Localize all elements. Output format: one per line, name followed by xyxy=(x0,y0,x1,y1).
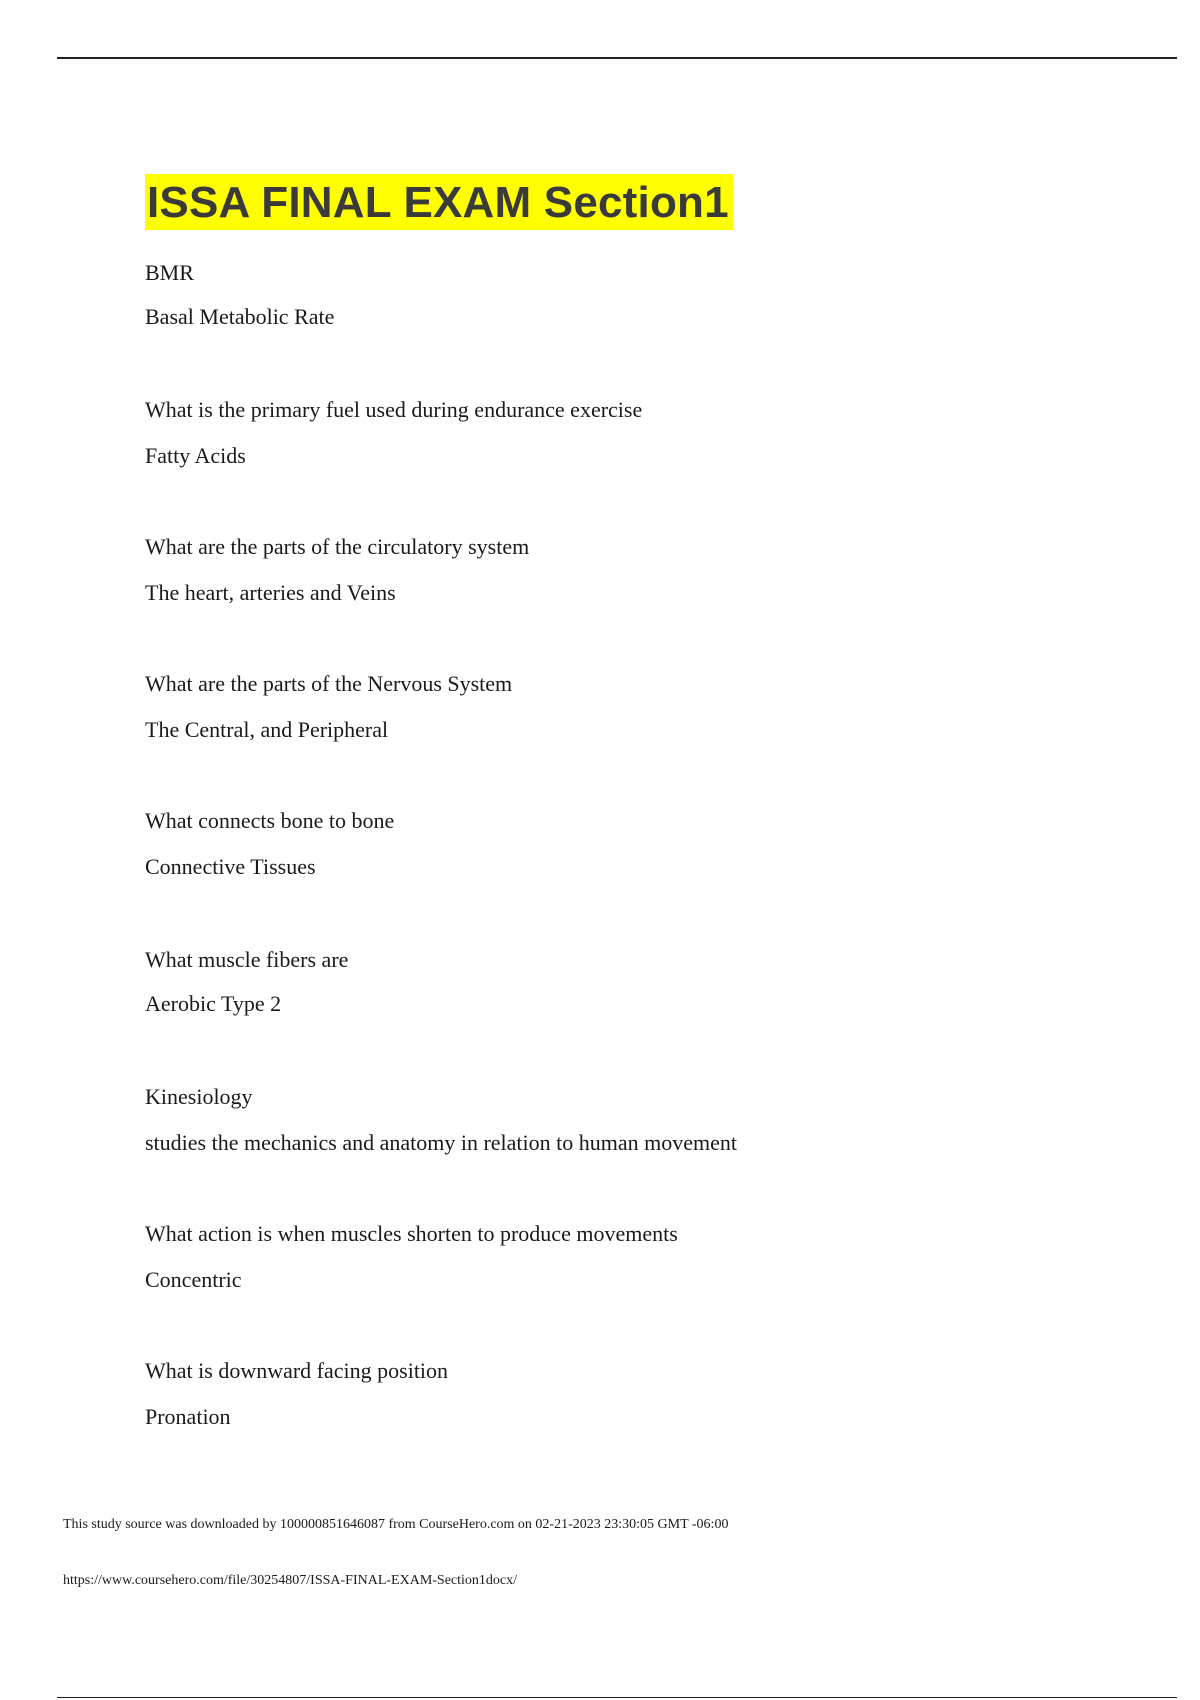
answer-text: Basal Metabolic Rate xyxy=(145,304,335,329)
source-url[interactable]: https://www.coursehero.com/file/30254807/ISSA-FINAL-EXAM-Section1docx/ xyxy=(63,1573,518,1588)
answer-text: Pronation xyxy=(145,1404,231,1429)
answer-text: studies the mechanics and anatomy in relation to human movement xyxy=(145,1130,738,1155)
answer-text: Aerobic Type 2 xyxy=(145,991,282,1016)
download-notice: This study source was downloaded by 100000851646087 from CourseHero.com on 02-21-2023 23:30:05 GMT -06:00 xyxy=(63,1517,729,1532)
question-text: What action is when muscles shorten to produce movements xyxy=(145,1221,678,1246)
answer-text: The Central, and Peripheral xyxy=(145,717,389,742)
question-text: What muscle fibers are xyxy=(145,947,349,972)
answer-text: Connective Tissues xyxy=(145,854,316,879)
question-text: Kinesiology xyxy=(145,1084,253,1109)
document-title: ISSA FINAL EXAM Section1 xyxy=(145,174,733,230)
answer-text: Concentric xyxy=(145,1267,242,1292)
footer-rule xyxy=(57,1697,1177,1698)
answer-text: The heart, arteries and Veins xyxy=(145,580,396,605)
header-rule xyxy=(57,57,1177,59)
question-text: What are the parts of the circulatory system xyxy=(145,534,530,559)
question-text: What connects bone to bone xyxy=(145,808,395,833)
answer-text: Fatty Acids xyxy=(145,443,246,468)
question-text: What is downward facing position xyxy=(145,1358,449,1383)
question-text: What are the parts of the Nervous System xyxy=(145,671,513,696)
question-text: BMR xyxy=(145,260,194,285)
question-text: What is the primary fuel used during endurance exercise xyxy=(145,397,643,422)
